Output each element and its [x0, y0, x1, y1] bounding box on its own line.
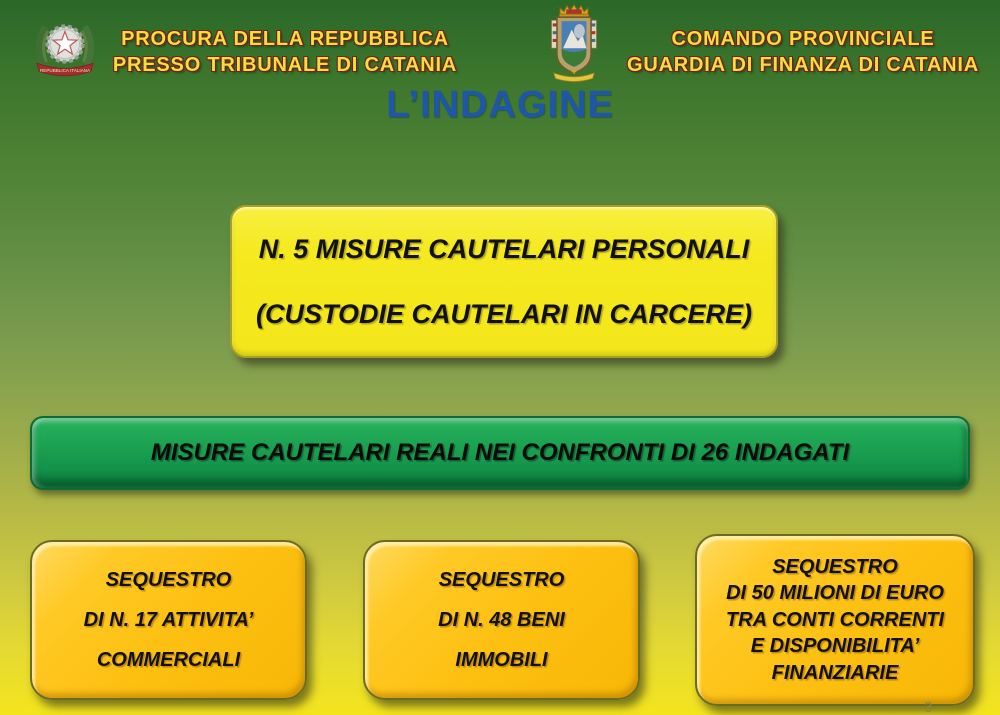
seizure-line: TRA CONTI CORRENTI [725, 608, 945, 631]
seizure-line: SEQUESTRO [438, 569, 565, 591]
personal-measures-box [230, 205, 778, 358]
seizure-box-real-estate [363, 540, 640, 700]
seizure-line: DI 50 MILIONI DI EURO [726, 582, 944, 605]
procura-header-line2: PRESSO TRIBUNALE DI CATANIA [112, 54, 458, 77]
seizure-line: IMMOBILI [455, 649, 548, 671]
gdf-header-line1: COMANDO PROVINCIALE [671, 28, 935, 50]
guardia-di-finanza-crest-icon [543, 1, 605, 83]
gdf-header [612, 26, 994, 79]
italian-republic-emblem-icon [28, 6, 102, 82]
seizure-line: SEQUESTRO [105, 569, 232, 591]
real-measures-bar [30, 416, 970, 490]
procura-header [95, 26, 475, 79]
page-number: 3 [924, 699, 933, 715]
seizure-line: SEQUESTRO [772, 555, 898, 578]
personal-measures-line2: (CUSTODIE CAUTELARI IN CARCERE) [255, 298, 752, 329]
seizure-line: COMMERCIALI [96, 649, 241, 671]
real-measures-text: MISURE CAUTELARI REALI NEI CONFRONTI DI 26 INDAGATI [150, 439, 850, 466]
seizure-box-financial-assets [695, 534, 975, 706]
emblem-banner-text: REPUBBLICA ITALIANA [39, 68, 91, 74]
seizure-line: DI N. 48 BENI [438, 609, 565, 631]
seizure-line: DI N. 17 ATTIVITA’ [83, 609, 254, 631]
seizure-box-commercial-activities [30, 540, 307, 700]
procura-header-line1: PROCURA DELLA REPUBBLICA [121, 28, 449, 50]
seizure-line: E DISPONIBILITA’ [750, 635, 920, 658]
gdf-header-line2: GUARDIA DI FINANZA DI CATANIA [626, 54, 980, 77]
personal-measures-line1: N. 5 MISURE CAUTELARI PERSONALI [258, 233, 750, 264]
seizure-line: FINANZIARIE [771, 661, 899, 684]
slide-title: L’INDAGINE [386, 84, 614, 126]
